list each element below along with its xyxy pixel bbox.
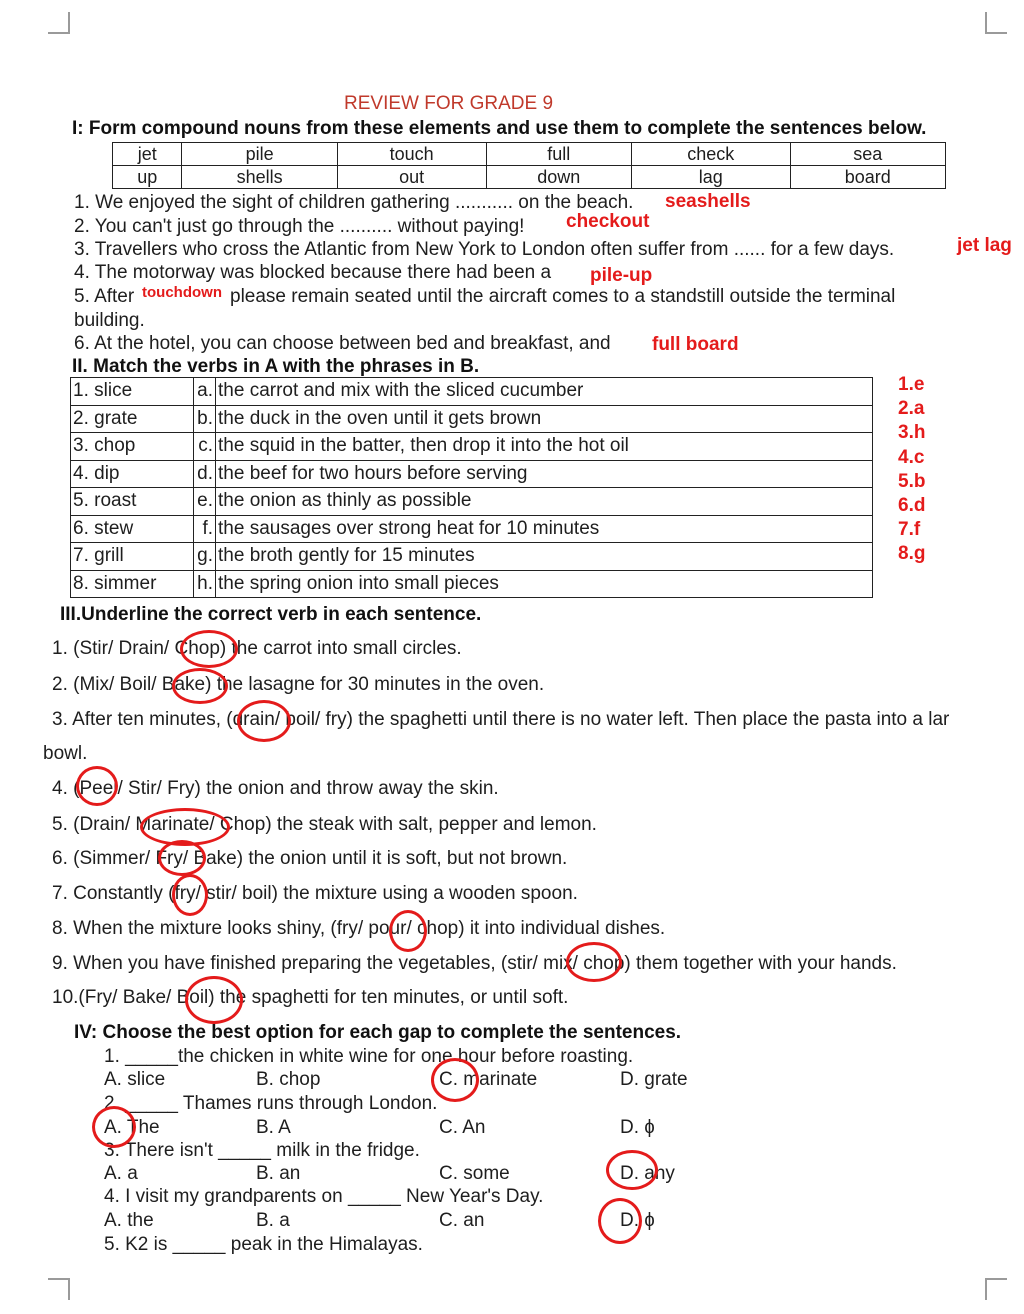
question-2: 2. _____ Thames runs through London. [104, 1093, 438, 1114]
table-row [71, 378, 873, 406]
option: C. An [439, 1117, 486, 1138]
sentence-5-line2: building. [74, 310, 145, 331]
verb-cell: 8. simmer [71, 570, 194, 598]
sentence-5: 5. After [74, 286, 135, 307]
section2-heading: II. Match the verbs in A with the phrases in B. [72, 356, 480, 377]
phrase-cell: the beef for two hours before serving [216, 460, 873, 488]
verb-sentence-1: 1. (Stir/ Drain/ Chop) the carrot into small circles. [52, 638, 462, 659]
verb-sentence-6: 6. (Simmer/ Fry/ Bake) the onion until it is soft, but not brown. [52, 848, 568, 869]
sentence-1: 1. We enjoyed the sight of children gathering ........... on the beach. [74, 192, 634, 213]
word-cell: full [486, 143, 631, 166]
option: C. marinate [439, 1069, 538, 1090]
phrase-cell: the squid in the batter, then drop it into the hot oil [216, 433, 873, 461]
phrase-cell: the sausages over strong heat for 10 minutes [216, 515, 873, 543]
verb-cell: 1. slice [71, 378, 194, 406]
word-cell: out [337, 166, 486, 189]
answer-3: jet lag [957, 235, 1012, 256]
word-cell: touch [337, 143, 486, 166]
answer-circle [172, 668, 228, 704]
option: C. an [439, 1210, 485, 1231]
section3-heading: III.Underline the correct verb in each sentence. [60, 604, 482, 625]
option: B. A [256, 1117, 291, 1138]
verb-cell: 5. roast [71, 488, 194, 516]
verb-cell: 7. grill [71, 543, 194, 571]
sentence-6: 6. At the hotel, you can choose between bed and breakfast, and [74, 333, 611, 354]
letter-cell: d. [194, 460, 216, 488]
page-title: REVIEW FOR GRADE 9 [344, 93, 554, 114]
question-5: 5. K2 is _____ peak in the Himalayas. [104, 1234, 423, 1255]
option: C. some [439, 1163, 510, 1184]
match-answer: 1.e [898, 374, 925, 395]
answer-circle [158, 840, 206, 876]
word-cell: up [113, 166, 182, 189]
match-answer: 7.f [898, 519, 921, 540]
answer-circle [185, 976, 243, 1024]
verb-cell: 4. dip [71, 460, 194, 488]
table-row [71, 460, 873, 488]
verb-sentence-5: 5. (Drain/ Marinate/ Chop) the steak with salt, pepper and lemon. [52, 814, 597, 835]
answer-2: checkout [566, 211, 650, 232]
word-table [112, 142, 946, 189]
word-cell: down [486, 166, 631, 189]
verb-sentence-4: 4. (Peel/ Stir/ Fry) the onion and throw away the skin. [52, 778, 499, 799]
answer-circle [606, 1150, 658, 1190]
table-row [71, 570, 873, 598]
word-cell: check [631, 143, 790, 166]
answer-5: touchdown [142, 284, 222, 301]
match-answer: 6.d [898, 495, 926, 516]
corner-mark-top-left [48, 12, 70, 34]
option: D. any [620, 1163, 675, 1184]
answer-circle [76, 766, 118, 806]
verb-sentence-2: 2. (Mix/ Boil/ Bake) the lasagne for 30 minutes in the oven. [52, 674, 545, 695]
phrase-cell: the onion as thinly as possible [216, 488, 873, 516]
option: A. slice [104, 1069, 166, 1090]
table-row [71, 515, 873, 543]
verb-cell: 3. chop [71, 433, 194, 461]
answer-circle [566, 942, 622, 982]
letter-cell: e. [194, 488, 216, 516]
sentence-3: 3. Travellers who cross the Atlantic from New York to London often suffer from ...... for a few days. [74, 239, 895, 260]
table-row [71, 543, 873, 571]
corner-mark-bottom-right [985, 1278, 1007, 1300]
answer-circle [172, 874, 208, 916]
verb-sentence-8: 8. When the mixture looks shiny, (fry/ pour/ chop) it into individual dishes. [52, 918, 666, 939]
letter-cell: h. [194, 570, 216, 598]
phrase-cell: the carrot and mix with the sliced cucumber [216, 378, 873, 406]
verb-sentence-9: 9. When you have finished preparing the vegetables, (stir/ mix/ chop) them together with your hands. [52, 953, 897, 974]
match-answer: 5.b [898, 471, 926, 492]
answer-circle [431, 1058, 479, 1102]
option: D. ɸ [620, 1117, 655, 1138]
letter-cell: c. [194, 433, 216, 461]
answer-circle [389, 910, 427, 952]
word-table-row [113, 166, 946, 189]
option: A. the [104, 1210, 154, 1231]
phrase-cell: the broth gently for 15 minutes [216, 543, 873, 571]
letter-cell: b. [194, 405, 216, 433]
word-cell: shells [182, 166, 337, 189]
phrase-cell: the spring onion into small pieces [216, 570, 873, 598]
word-cell: pile [182, 143, 337, 166]
option: A. The [104, 1117, 160, 1138]
question-4: 4. I visit my grandparents on _____ New Year's Day. [104, 1186, 544, 1207]
match-answer: 8.g [898, 543, 926, 564]
word-cell: jet [113, 143, 182, 166]
question-3: 3. There isn't _____ milk in the fridge. [104, 1140, 420, 1161]
verb-sentence-3-line2: bowl. [43, 743, 88, 764]
option: D. ɸ [620, 1210, 655, 1231]
word-cell: lag [631, 166, 790, 189]
section1-heading: I: Form compound nouns from these elements and use them to complete the sentences below. [72, 118, 927, 139]
verb-sentence-7: 7. Constantly (fry/ stir/ boil) the mixture using a wooden spoon. [52, 883, 578, 904]
letter-cell: a. [194, 378, 216, 406]
option: B. chop [256, 1069, 321, 1090]
table-row [71, 433, 873, 461]
answer-circle [598, 1198, 642, 1244]
letter-cell: g. [194, 543, 216, 571]
letter-cell: f. [194, 515, 216, 543]
verb-cell: 6. stew [71, 515, 194, 543]
option: B. a [256, 1210, 290, 1231]
answer-6: full board [652, 334, 739, 355]
phrase-cell: the duck in the oven until it gets brown [216, 405, 873, 433]
answer-4: pile-up [590, 265, 653, 286]
word-cell: board [790, 166, 945, 189]
corner-mark-top-right [985, 12, 1007, 34]
verb-sentence-10: 10.(Fry/ Bake/ Boil) the spaghetti for ten minutes, or until soft. [52, 987, 569, 1008]
table-row [71, 405, 873, 433]
verb-cell: 2. grate [71, 405, 194, 433]
match-answer: 4.c [898, 447, 925, 468]
sentence-2: 2. You can't just go through the .......... without paying! [74, 216, 525, 237]
option: B. an [256, 1163, 301, 1184]
option: A. a [104, 1163, 138, 1184]
sentence-5-continued: please remain seated until the aircraft comes to a standstill outside the terminal [230, 286, 896, 307]
answer-circle [180, 630, 238, 668]
verb-sentence-3: 3. After ten minutes, (drain/ boil/ fry) the spaghetti until there is no water left. Then place the pasta into a lar [52, 709, 950, 730]
option: D. grate [620, 1069, 688, 1090]
corner-mark-bottom-left [48, 1278, 70, 1300]
match-answer: 2.a [898, 398, 925, 419]
word-table-row [113, 143, 946, 166]
match-answer: 3.h [898, 422, 926, 443]
answer-circle [92, 1106, 136, 1148]
answer-circle [237, 700, 291, 742]
word-cell: sea [790, 143, 945, 166]
section4-heading: IV: Choose the best option for each gap to complete the sentences. [74, 1022, 682, 1043]
table-row [71, 488, 873, 516]
match-table [70, 377, 873, 598]
sentence-4: 4. The motorway was blocked because there had been a [74, 262, 552, 283]
question-1: 1. _____the chicken in white wine for one hour before roasting. [104, 1046, 634, 1067]
answer-1: seashells [665, 191, 751, 212]
